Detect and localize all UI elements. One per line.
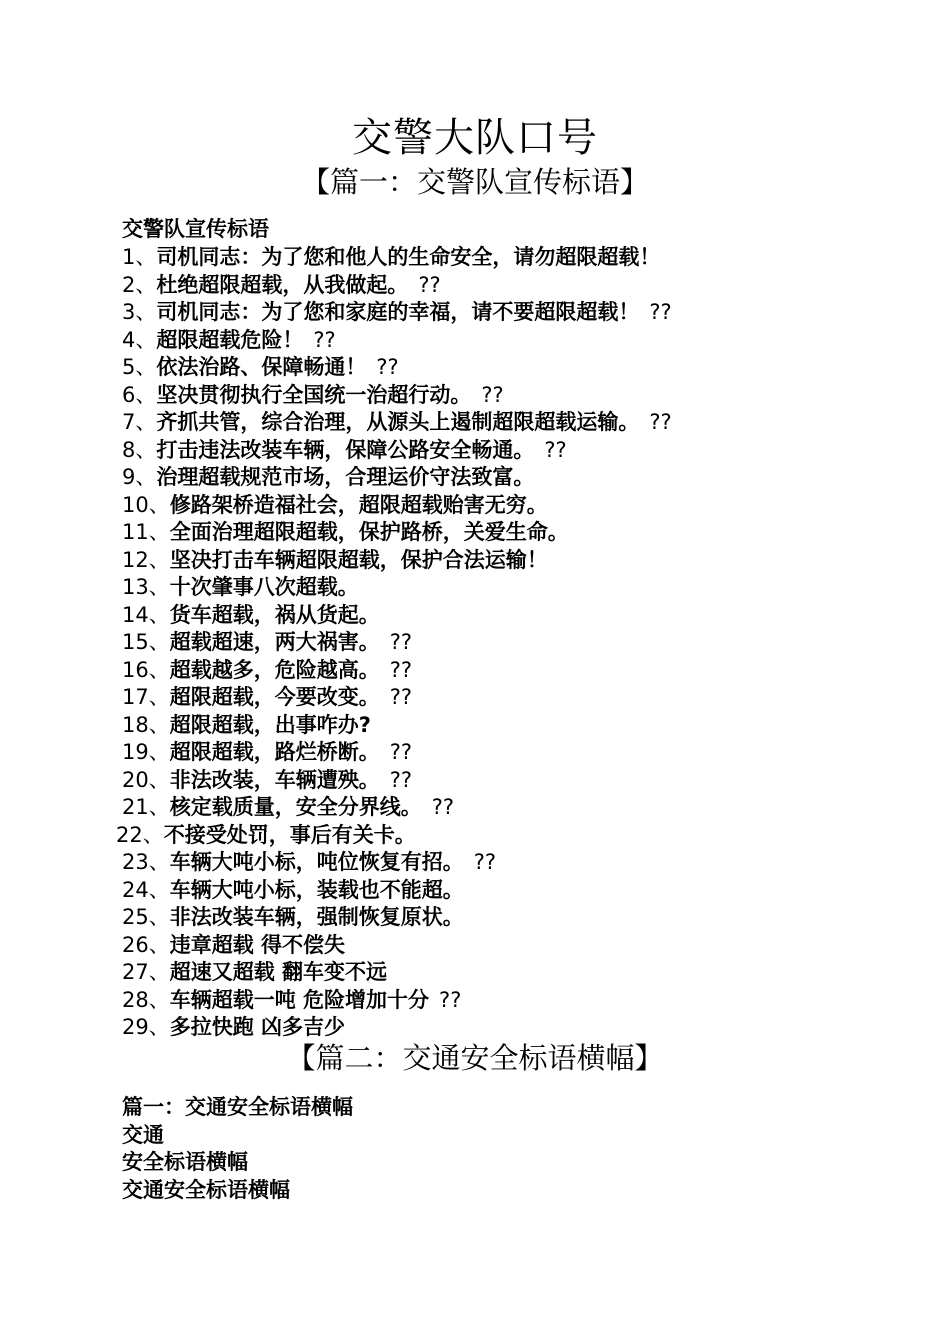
slogan-text: 十次肇事八次超载。	[169, 575, 359, 599]
slogan-text: 多拉快跑 凶多吉少	[169, 1015, 346, 1039]
list-item	[122, 574, 672, 602]
slogan-number: 9、	[122, 465, 157, 489]
list-item	[122, 849, 672, 877]
slogan-text: 超速又超载 翻车变不远	[169, 960, 388, 984]
slogan-mark: ??	[649, 300, 672, 324]
slogan-number: 19、	[122, 740, 170, 764]
section2-line: 安全标语横幅	[122, 1150, 248, 1174]
slogan-number: 1、	[122, 245, 157, 269]
slogan-text: 全面治理超限超载，保护路桥，关爱生命。	[169, 520, 569, 544]
slogan-text: 车辆大吨小标，装载也不能超。	[169, 877, 464, 902]
list-item	[122, 932, 672, 960]
list-item	[122, 904, 672, 932]
slogan-number: 12、	[122, 547, 170, 572]
section-heading-1: 【篇一：交警队宣传标语】	[300, 165, 649, 199]
section2-lines	[122, 1094, 353, 1204]
list-item	[122, 547, 672, 575]
slogan-number: 28、	[122, 987, 170, 1012]
slogan-mark: ??	[473, 850, 497, 874]
slogan-text: 超载超速，两大祸害。	[169, 630, 380, 654]
list-item	[122, 382, 672, 410]
slogan-text: 超限超载危险！	[156, 327, 304, 352]
slogan-text: 车辆大吨小标，吨位恢复有招。	[169, 850, 464, 874]
slogan-text: 修路架桥造福社会，超限超载贻害无穷。	[169, 492, 548, 517]
list-item	[122, 409, 672, 437]
slogan-number: 3、	[122, 300, 157, 324]
list-item	[122, 712, 672, 740]
slogan-mark: ??	[389, 630, 413, 654]
slogan-number: 26、	[122, 932, 170, 957]
slogan-text: 不接受处罚，事后有关卡。	[163, 822, 416, 847]
slogan-mark: ??	[544, 437, 567, 462]
list-item	[122, 354, 672, 382]
slogan-number: 7、	[122, 410, 157, 434]
slogan-text: 核定载质量，安全分界线。	[169, 795, 422, 819]
slogan-number: 4、	[122, 327, 157, 352]
slogan-number: 16、	[122, 657, 170, 682]
slogan-number: 11、	[122, 520, 170, 544]
list-item	[122, 437, 672, 465]
slogan-list	[116, 244, 672, 1042]
slogan-number: 18、	[122, 712, 170, 737]
slogan-text: 车辆超载一吨 危险增加十分	[169, 987, 430, 1012]
list-item	[122, 739, 672, 767]
slogan-text: 非法改装，车辆遭殃。	[169, 767, 380, 792]
section2-line: 交通安全标语横幅	[122, 1177, 290, 1202]
slogan-text: 货车超载，祸从货起。	[169, 602, 380, 627]
document-title: 交警大队口号	[352, 115, 598, 161]
slogan-mark: ??	[389, 740, 413, 764]
slogan-text: 超限超载，今要改变。	[169, 685, 380, 709]
slogan-text: 超限超载，路烂桥断。	[169, 740, 380, 764]
slogan-number: 10、	[122, 492, 170, 517]
slogan-text: 坚决打击车辆超限超载，保护合法运输！	[169, 547, 548, 572]
slogan-mark: ??	[431, 795, 455, 819]
section2-line: 交通	[122, 1122, 164, 1147]
slogan-text: 非法改装车辆，强制恢复原状。	[169, 905, 464, 929]
slogan-mark: ??	[418, 272, 441, 297]
list-item	[122, 492, 672, 520]
slogan-number: 2、	[122, 272, 157, 297]
slogan-text: 齐抓共管，综合治理，从源头上遏制超限超载运输。	[156, 410, 640, 434]
list-item	[122, 629, 672, 657]
slogan-number: 15、	[122, 630, 170, 654]
slogan-number: 24、	[122, 877, 170, 902]
slogan-text: 依法治路、保障畅通！	[156, 355, 367, 379]
slogan-mark: ??	[389, 657, 413, 682]
slogan-text: 超载越多，危险越高。	[169, 657, 380, 682]
slogan-text: 坚决贯彻执行全国统一治超行动。	[156, 382, 472, 407]
slogan-mark: ??	[439, 987, 462, 1012]
slogan-number: 6、	[122, 382, 157, 407]
slogan-mark: ??	[389, 685, 413, 709]
slogan-number: 27、	[122, 960, 170, 984]
section-subheading: 交警队宣传标语	[122, 217, 269, 241]
list-item	[122, 602, 672, 630]
slogan-number: 23、	[122, 850, 170, 874]
list-item	[116, 822, 672, 850]
list-item	[122, 327, 672, 355]
list-item	[122, 299, 672, 327]
section2-line: 篇一：交通安全标语横幅	[122, 1095, 353, 1119]
slogan-mark: ??	[313, 327, 336, 352]
list-item	[122, 464, 672, 492]
slogan-mark: ??	[481, 382, 504, 407]
slogan-number: 20、	[122, 767, 170, 792]
slogan-text: 杜绝超限超载，从我做起。	[156, 272, 409, 297]
slogan-text: 司机同志：为了您和他人的生命安全，请勿超限超载！	[156, 245, 661, 269]
list-item	[122, 767, 672, 795]
slogan-number: 29、	[122, 1015, 170, 1039]
slogan-text: 超限超载，出事咋办?	[169, 712, 371, 737]
slogan-text: 打击违法改装车辆，保障公路安全畅通。	[156, 437, 535, 462]
list-item	[122, 794, 672, 822]
slogan-text: 司机同志：为了您和家庭的幸福，请不要超限超载！	[156, 300, 640, 324]
slogan-mark: ??	[649, 410, 672, 434]
slogan-number: 5、	[122, 355, 157, 379]
list-item	[122, 272, 672, 300]
list-item	[122, 684, 672, 712]
slogan-text: 违章超载 得不偿失	[169, 932, 346, 957]
slogan-number: 14、	[122, 602, 170, 627]
list-item	[122, 877, 672, 905]
list-item	[122, 519, 672, 547]
slogan-number: 17、	[122, 685, 170, 709]
slogan-mark: ??	[376, 355, 399, 379]
list-item	[122, 987, 672, 1015]
slogan-mark: ??	[389, 767, 413, 792]
list-item	[122, 244, 672, 272]
list-item	[122, 657, 672, 685]
slogan-number: 22、	[116, 822, 164, 847]
slogan-number: 25、	[122, 905, 170, 929]
section-heading-2: 【篇二：交通安全标语横幅】	[286, 1041, 664, 1075]
list-item	[122, 959, 672, 987]
slogan-number: 8、	[122, 437, 157, 462]
slogan-number: 13、	[122, 575, 170, 599]
slogan-text: 治理超载规范市场，合理运价守法致富。	[156, 465, 535, 489]
slogan-number: 21、	[122, 795, 170, 819]
